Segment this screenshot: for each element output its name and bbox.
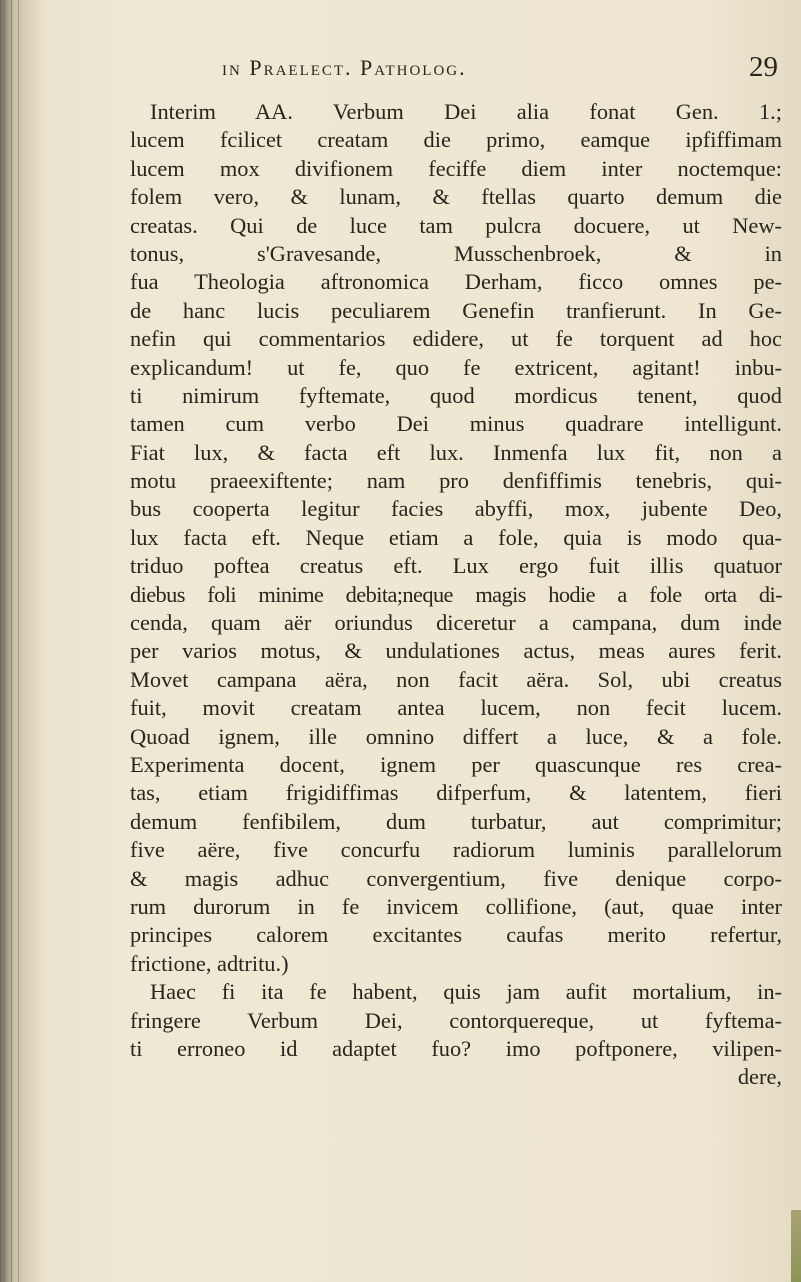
text-line: fuit, movit creatam antea lucem, non fecit lucem. bbox=[130, 695, 782, 721]
text-line: creatas. Qui de luce tam pulcra docuere, ut New- bbox=[130, 212, 782, 238]
text-line: nefin qui commentarios edidere, ut fe torquent ad hoc bbox=[130, 326, 782, 352]
text-line: de hanc lucis peculiarem Genefin tranfierunt. In Ge- bbox=[130, 297, 782, 323]
book-gutter bbox=[0, 0, 44, 1282]
text-line: frictione, adtritu.) bbox=[130, 950, 289, 976]
text-line: tonus, s'Gravesande, Musschenbroek, & in bbox=[130, 240, 782, 266]
text-line: lucem fcilicet creatam die primo, eamque ipfiffimam bbox=[130, 127, 782, 153]
text-line: lux facta eft. Neque etiam a fole, quia is modo qua- bbox=[130, 524, 782, 550]
text-line: Interim AA. Verbum Dei alia fonat Gen. 1.; bbox=[150, 99, 782, 124]
text-line: & magis adhuc convergentium, five denique corpo- bbox=[130, 865, 782, 891]
gutter-edge-line bbox=[4, 0, 5, 1282]
text-line: ti erroneo id adaptet fuo? imo poftponere, vilipen- bbox=[130, 1035, 782, 1061]
text-line: Movet campana aëra, non facit aëra. Sol, ubi creatus bbox=[130, 666, 782, 692]
text-line: Quoad ignem, ille omnino differt a luce, & a fole. bbox=[130, 723, 782, 749]
text-line: fua Theologia aftronomica Derham, ficco omnes pe- bbox=[130, 269, 782, 295]
text-line: explicandum! ut fe, quo fe extricent, agitant! inbu- bbox=[130, 354, 782, 380]
text-line: five aëre, five concurfu radiorum luminis parallelorum bbox=[130, 837, 782, 863]
text-line: rum durorum in fe invicem collifione, (aut, quae inter bbox=[130, 893, 782, 919]
text-line: tamen cum verbo Dei minus quadrare intelligunt. bbox=[130, 411, 782, 437]
gutter-edge-line bbox=[11, 0, 12, 1282]
text-line: principes calorem excitantes caufas merito refertur, bbox=[130, 922, 782, 948]
text-line: cenda, quam aër oriundus diceretur a campana, dum inde bbox=[130, 610, 782, 636]
text-line: Fiat lux, & facta eft lux. Inmenfa lux fit, non a bbox=[130, 439, 782, 465]
text-line: folem vero, & lunam, & ftellas quarto demum die bbox=[130, 184, 782, 210]
text-line: Haec fi ita fe habent, quis jam aufit mortalium, in- bbox=[150, 979, 782, 1005]
text-line: ti nimirum fyftemate, quod mordicus tenent, quod bbox=[130, 382, 782, 408]
text-line: lucem mox divifionem feciffe diem inter noctemque: bbox=[130, 155, 782, 181]
page-number: 29 bbox=[749, 51, 778, 83]
running-title: in Praelect. Patholog. bbox=[222, 55, 467, 80]
catchword: dere, bbox=[737, 1064, 782, 1090]
gutter-edge-line bbox=[18, 0, 19, 1282]
text-line: motu praeexiftente; nam pro denfiffimis tenebris, qui- bbox=[130, 468, 782, 494]
text-line: Experimenta docent, ignem per quascunque res crea- bbox=[130, 751, 782, 777]
text-line: demum fenfibilem, dum turbatur, aut comprimitur; bbox=[130, 808, 782, 834]
page-edge-tab bbox=[791, 1210, 801, 1282]
text-line: fringere Verbum Dei, contorquereque, ut fyftema- bbox=[130, 1007, 782, 1033]
text-line: diebus foli minime debita;neque magis hodie a fole orta di- bbox=[130, 581, 782, 607]
text-line: tas, etiam frigidiffimas difperfum, & latentem, fieri bbox=[130, 780, 782, 806]
text-line: per varios motus, & undulationes actus, meas aures ferit. bbox=[130, 638, 782, 664]
running-header bbox=[222, 51, 782, 89]
body-text bbox=[130, 98, 782, 1092]
text-line: triduo poftea creatus eft. Lux ergo fuit illis quatuor bbox=[130, 553, 782, 579]
text-line: bus cooperta legitur facies abyffi, mox, jubente Deo, bbox=[130, 496, 782, 522]
